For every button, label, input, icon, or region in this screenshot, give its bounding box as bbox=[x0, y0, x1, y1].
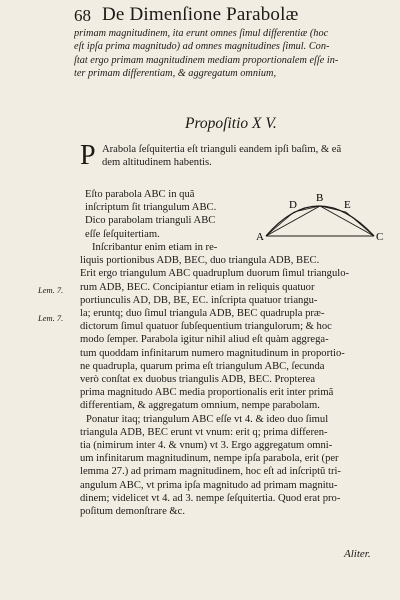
parabola-curve bbox=[266, 206, 374, 236]
running-title: De Dimenſione Parabolæ bbox=[102, 4, 299, 25]
chord-be bbox=[320, 206, 346, 212]
proof-line: modo ſemper. Parabola igitur nihil aliud eſt quàm aggrega- bbox=[80, 334, 329, 346]
proof-line: Erit ergo triangulum ABC quadruplum duorum ſimul triangulo- bbox=[80, 268, 350, 280]
setup-line: Eſto parabola ABC in quã bbox=[85, 189, 195, 200]
proof-line: triangula ADB, BEC erunt vt vnum: erit q; prima differen- bbox=[80, 426, 328, 438]
intro-line: primam magnitudinem, ita erunt omnes ſimul differentiæ (hoc bbox=[74, 28, 329, 39]
intro-line: ter primam differentiam, & aggregatum omnium, bbox=[74, 68, 277, 80]
proof-line: tia (nimirum inter 4. & vnum) vt 3. Ergo aggregatum omni- bbox=[80, 440, 333, 452]
proof-line: Ponatur itaq; triangulum ABC eſſe vt 4. & ideo duo ſimul bbox=[86, 413, 329, 425]
proposition-title: Propoſitio X V. bbox=[185, 115, 277, 132]
enunciation-line: dem altitudinem habentis. bbox=[102, 157, 212, 168]
chord-ad bbox=[266, 212, 294, 236]
drop-cap: P bbox=[80, 140, 96, 171]
setup-line: Dico parabolam trianguli ABC bbox=[85, 215, 216, 227]
setup-line: eſſe ſeſquitertiam. bbox=[85, 228, 160, 240]
proof-line: prima magnitudo ABC media proportionalis erit inter primã bbox=[80, 387, 334, 399]
proof-line: dictorum ſimul quatuor ſubſequentium triangulorum; & hoc bbox=[80, 321, 332, 333]
proof-line: differentiam, & aggregatum omnium, nempe parabolam. bbox=[80, 400, 320, 412]
label-d: D bbox=[289, 199, 297, 211]
proof-line: angulum ABC, vt prima ipſa magnitudo ad primam magnitu- bbox=[80, 479, 338, 491]
proof-line: la; eruntq; duo ſimul triangula ADB, BEC quadrupla præ- bbox=[80, 308, 325, 320]
marginal-note: Lem. 7. bbox=[38, 285, 64, 295]
proof-line: dinem; videlicet vt 4. ad 3. nempe ſeſquitertia. Quod erat pro- bbox=[80, 492, 341, 504]
page-number: 68 bbox=[74, 6, 91, 25]
marginal-note: Lem. 7. bbox=[38, 313, 64, 323]
intro-line: eſt ipſa prima magnitudo) ad omnes magnitudines ſimul. Con- bbox=[74, 41, 330, 53]
enunciation-line: Arabola ſeſquitertia eſt trianguli eandem ipſi baſim, & eã bbox=[102, 144, 342, 155]
proof-text bbox=[80, 241, 395, 518]
intro-paragraph bbox=[74, 27, 384, 81]
proof-line: Inſcribantur enim etiam in re- bbox=[92, 242, 218, 253]
proof-line: liquis portionibus ADB, BEC, duo triangula ADB, BEC. bbox=[80, 255, 320, 267]
setup-line: inſcriptum ſit triangulum ABC. bbox=[85, 202, 217, 214]
aliter-heading: Aliter. bbox=[344, 548, 371, 560]
page-header bbox=[74, 4, 384, 28]
proof-line: ne quadrupla, quarum prima eſt triangulum ABC, ſecunda bbox=[80, 360, 325, 372]
label-c: C bbox=[376, 231, 384, 243]
proof-line: verò conſtat ex duobus triangulis ADB, BEC. Propterea bbox=[80, 374, 316, 386]
label-b: B bbox=[316, 192, 324, 204]
proof-line: um infinitarum magnitudinum, nempe ipſa parabola, erit (per bbox=[80, 453, 339, 465]
intro-line: ſtat ergo primam magnitudinem mediam proportionalem eſſe in- bbox=[74, 54, 339, 66]
proof-line: poſitum demonſtrare &c. bbox=[80, 506, 186, 518]
setup-paragraph bbox=[85, 188, 216, 241]
label-e: E bbox=[344, 199, 351, 211]
proof-line: tum quoddam infinitarum numero magnitudinum in proportio- bbox=[80, 347, 345, 359]
label-a: A bbox=[256, 231, 264, 243]
chord-ec bbox=[346, 212, 374, 236]
proof-line: lemma 27.) ad primam magnitudinem, hoc eſt ad inſcriptũ tri- bbox=[80, 466, 341, 478]
proof-line: portiunculis AD, DB, BE, EC. inſcripta quatuor triangu- bbox=[80, 294, 318, 306]
proof-line: rum ADB, BEC. Concipiantur etiam in reliquis quatuor bbox=[80, 281, 315, 293]
